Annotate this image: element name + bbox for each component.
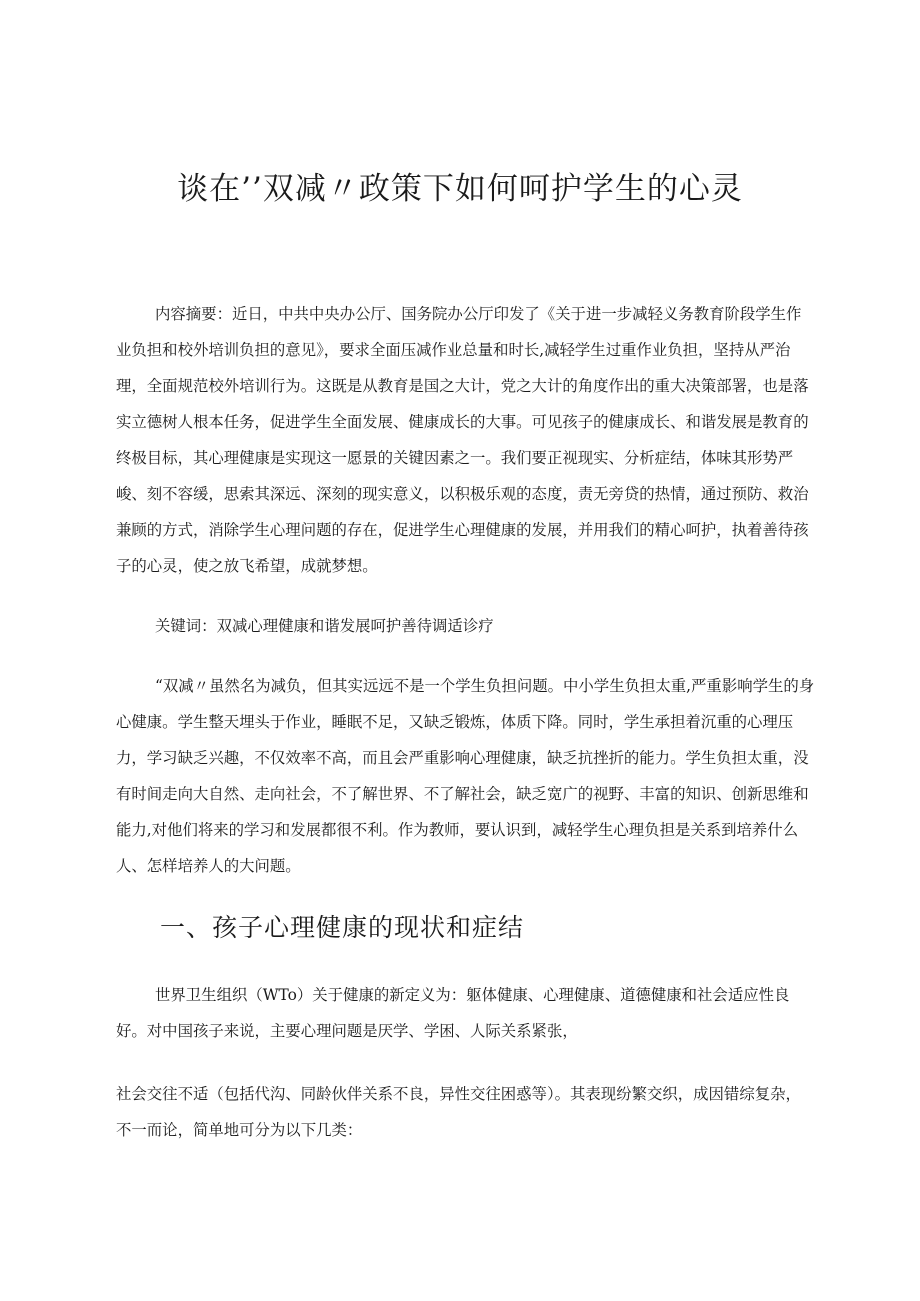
section-1-paragraph-2: 社会交往不适（包括代沟、同龄伙伴关系不良，异性交往困惑等）。其表现纷繁交织，成因错综复杂，不一而论，简单地可分为以下几类： [116,1085,801,1139]
intro-paragraph: “双减〃虽然名为减负，但其实远远不是一个学生负担问题。中小学生负担太重,严重影响学生的身心健康。学生整天埋头于作业，睡眠不足，又缺乏锻炼，体质下降。同时，学生承担着沉重的心理压力，学习缺乏兴趣，不仅效率不高，而且会严重影响心理健康，缺乏抗挫折的能力。学生负担太重，没有时间走向大自然、走向社会，不了解世界、不了解社会，缺乏宽广的视野、丰富的知识、创新思维和能力,对他们将来的学习和发展都很不利。作为教师，要认识到，减轻学生心理负担是关系到培养什么人、怎样培养人的大问题。 [116,677,815,875]
section-1-heading: 一、孩子心理健康的现状和症结 [160,913,525,942]
keywords-line: 关键词：双减心理健康和谐发展呵护善待调适诊疗 [155,617,494,635]
document-title: 谈在’’双减〃政策下如何呵护学生的心灵 [177,171,743,207]
section-1-paragraph-1: 世界卫生组织（WTo）关于健康的新定义为：躯体健康、心理健康、道德健康和社会适应性良好。对中国孩子来说，主要心理问题是厌学、学困、人际关系紧张， [116,986,790,1040]
abstract-paragraph: 内容摘要：近日，中共中央办公厅、国务院办公厅印发了《关于进一步减轻义务教育阶段学生作业负担和校外培训负担的意见》，要求全面压减作业总量和时长,减轻学生过重作业负担，坚持从严治理，全面规范校外培训行为。这既是从教育是国之大计，党之大计的角度作出的重大决策部署，也是落实立德树人根本任务，促进学生全面发展、健康成长的大事。可见孩子的健康成长、和谐发展是教育的终极目标，其心理健康是实现这一愿景的关键因素之一。我们要正视现实、分析症结，体味其形势严峻、刻不容缓，思索其深远、深刻的现实意义，以积极乐观的态度，责无旁贷的热情，通过预防、救治兼顾的方式，消除学生心理问题的存在，促进学生心理健康的发展，并用我们的精心呵护，执着善待孩子的心灵，使之放飞希望，成就梦想。 [116,305,809,575]
